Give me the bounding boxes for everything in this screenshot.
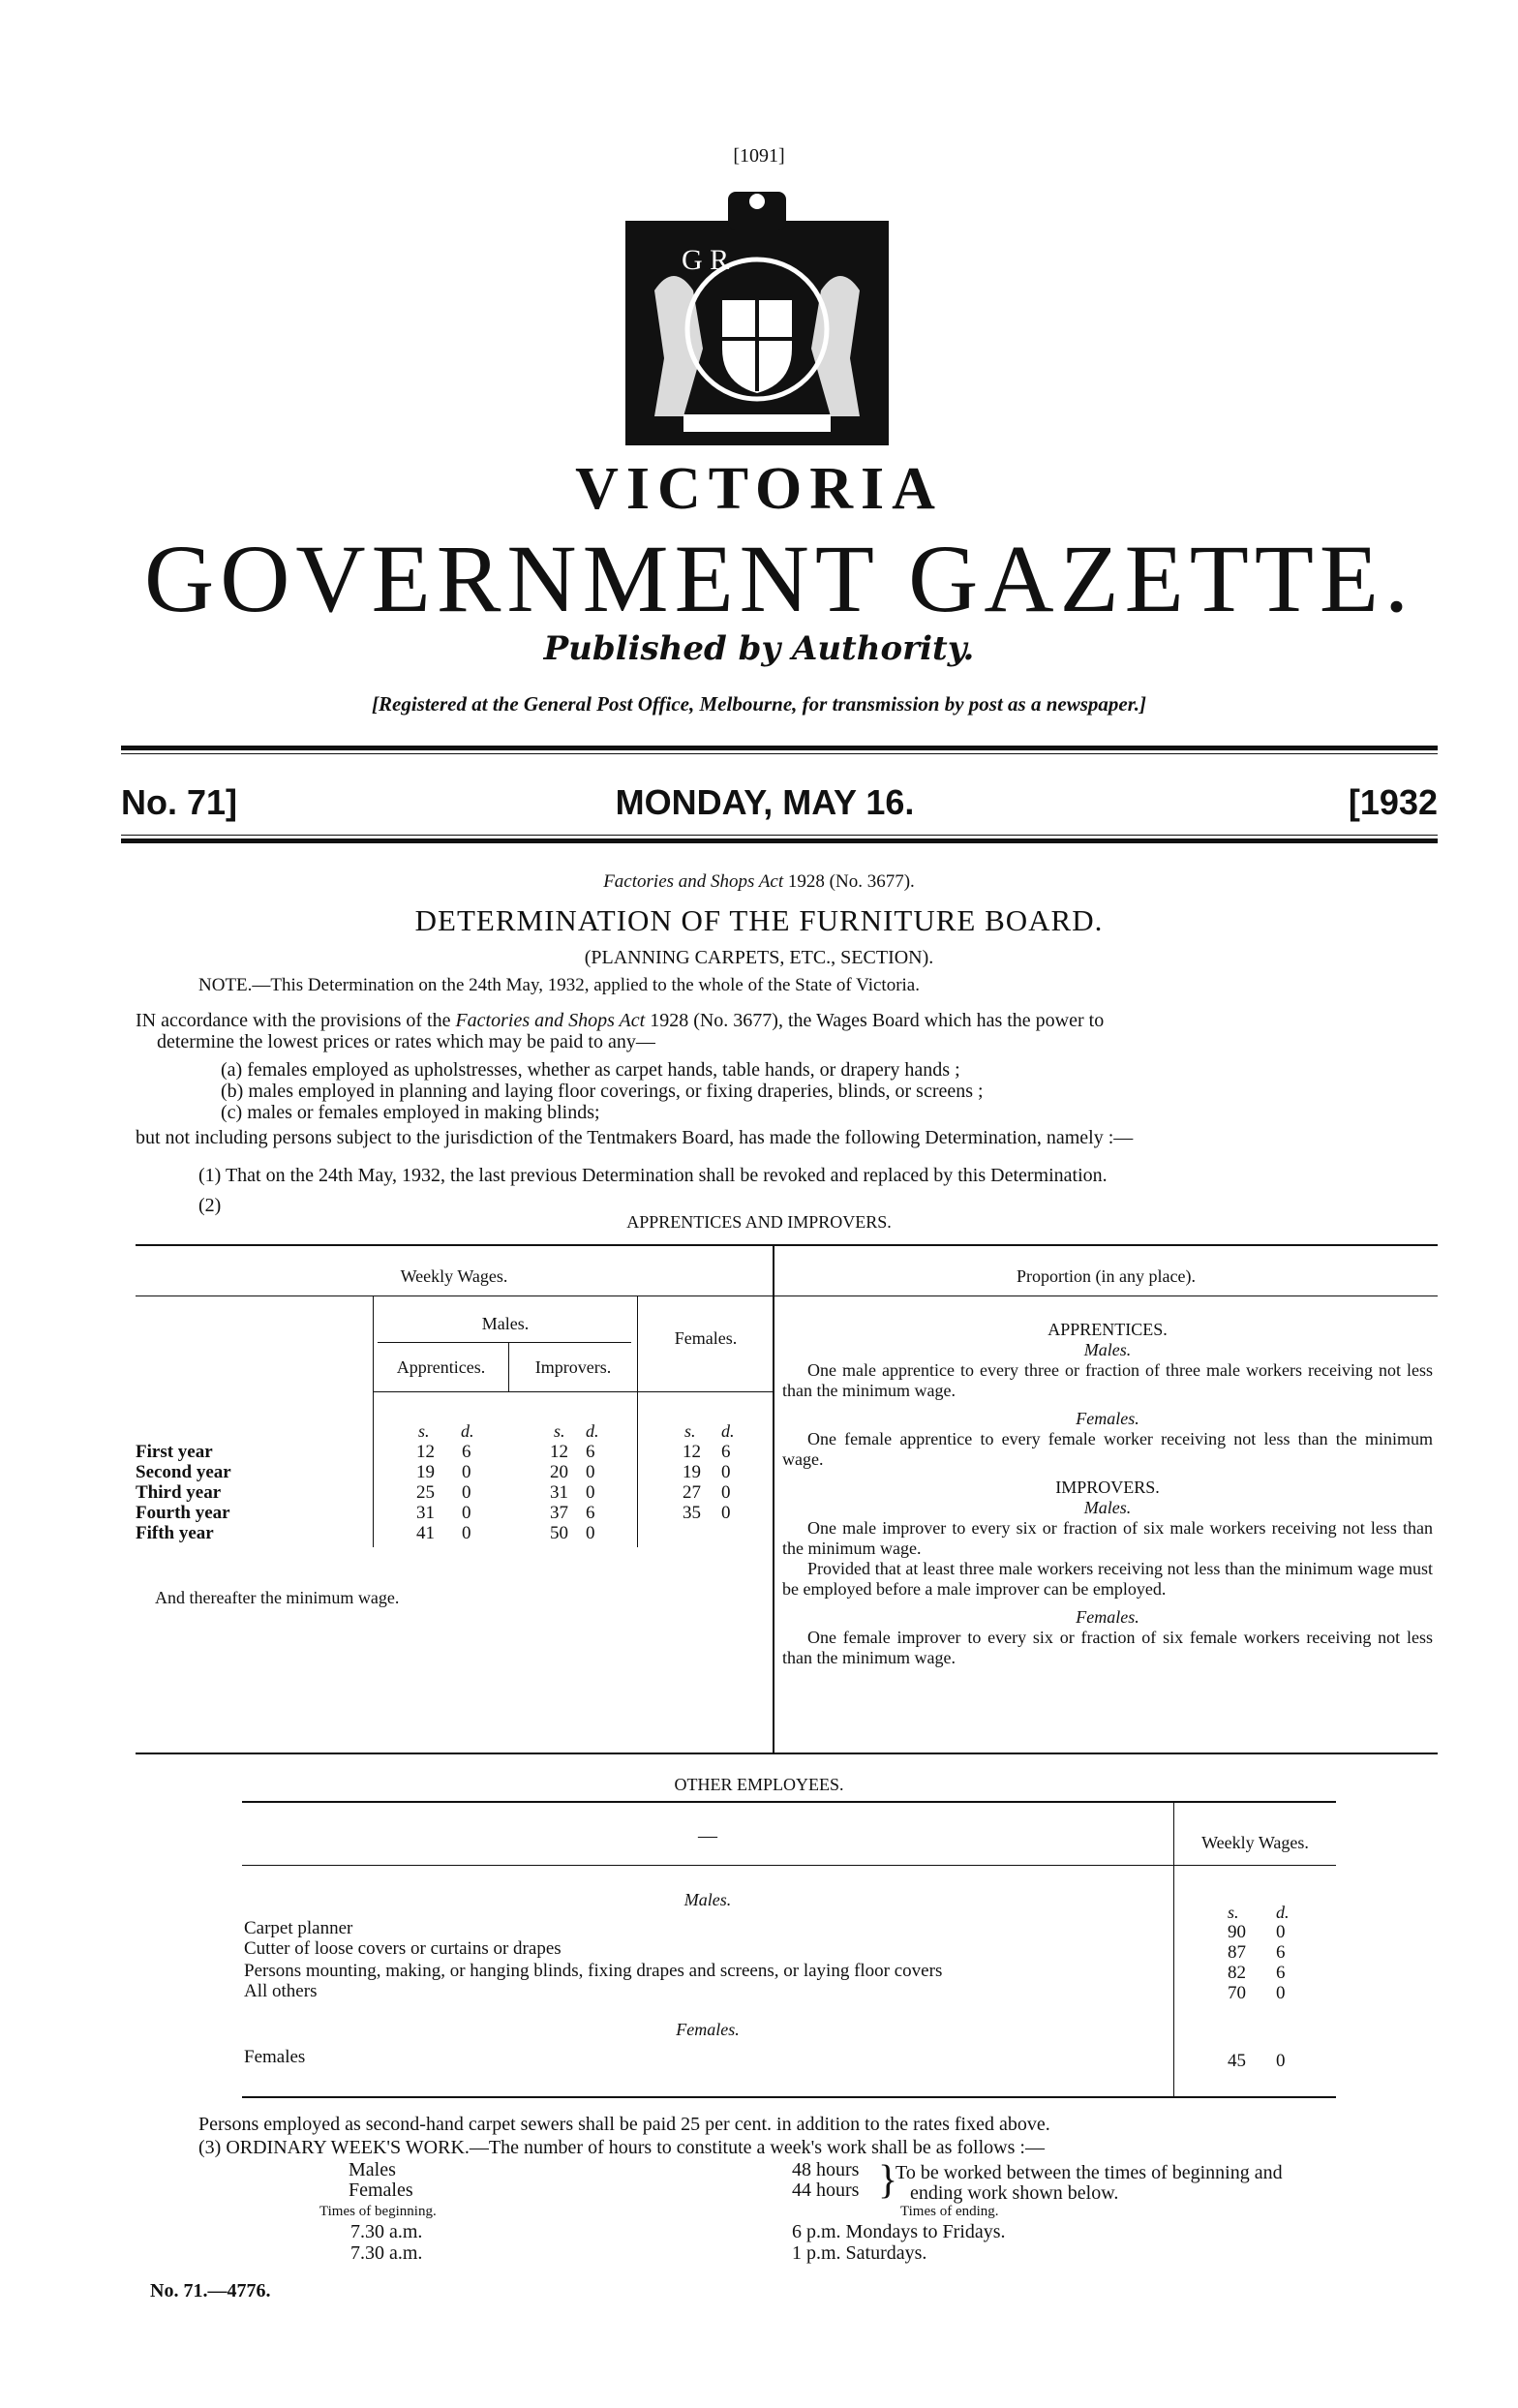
apprentices-table-divider [773, 1244, 774, 1753]
state-title: VICTORIA [575, 456, 943, 522]
females-hours-label: Females [349, 2179, 413, 2201]
hours-note-2: ending work shown below. [910, 2182, 1119, 2204]
other-males-title: Males. [683, 1890, 732, 1909]
times-begin-header: Times of beginning. [319, 2204, 437, 2219]
apprentices-table-rule-bottom [136, 1753, 1438, 1754]
apprentices-females-subtitle: Females. [1076, 1409, 1139, 1428]
other-weekly-wages-header: Weekly Wages. [1201, 1833, 1309, 1852]
other-employees-title: OTHER EMPLOYEES. [674, 1775, 844, 1794]
coat-of-arms-icon [625, 184, 889, 445]
apprentices-females-text: One female apprentice to every female worker receiving not less than the minimum wage. [782, 1429, 1433, 1469]
second-hand-note: Persons employed as second-hand carpet sewers shall be paid 25 per cent. in addition to the rates fixed above. [198, 2114, 1050, 2135]
other-table-rule-bottom [242, 2096, 1336, 2098]
issue-year: [1932 [1348, 782, 1438, 822]
intro-line-2: determine the lowest prices or rates which may be paid to any— [157, 1031, 655, 1052]
improvers-females-text: One female improver to every six or fraction of six female workers receiving not less than the minimum wage. [782, 1628, 1433, 1667]
males-hours: 48 hours [792, 2159, 860, 2180]
apprentices-subtitle: APPRENTICES. [1047, 1320, 1168, 1339]
females-header: Females. [674, 1328, 738, 1348]
improvers-females-subtitle: Females. [1076, 1607, 1139, 1627]
unit-d: d. [1276, 1903, 1290, 1922]
note: NOTE.—This Determination on the 24th May, 1932, applied to the whole of the State of Victoria. [198, 975, 920, 995]
hours-note-1: To be worked between the times of beginning and [896, 2162, 1283, 2183]
unit-s: s. [1228, 1903, 1239, 1922]
apprentices-table-rule-top [136, 1244, 1438, 1246]
weekly-wages-header: Weekly Wages. [400, 1266, 508, 1286]
gazette-title: GOVERNMENT GAZETTE. [144, 525, 1414, 632]
other-females-title: Females. [676, 2020, 740, 2039]
intro-closing: but not including persons subject to the jurisdiction of the Tentmakers Board, has made the following Determination, namely :— [136, 1127, 1134, 1148]
intro-line-1: IN accordance with the provisions of the Factories and Shops Act 1928 (No. 3677), the Wages Board which has the power to [136, 1010, 1105, 1031]
header-rule-top-thin [121, 753, 1438, 754]
unit-s: s. [684, 1421, 696, 1441]
unit-s: s. [554, 1421, 565, 1441]
ordinary-week-heading: (3) ORDINARY WEEK'S WORK.—The number of hours to constitute a week's work shall be as follows :— [198, 2137, 1045, 2158]
unit-d: d. [461, 1421, 474, 1441]
issue-date: MONDAY, MAY 16. [615, 782, 915, 822]
apprentices-header-rule [136, 1295, 1438, 1296]
act-name: Factories and Shops Act [603, 871, 784, 892]
thereafter-note: And thereafter the minimum wage. [155, 1588, 400, 1607]
intro-item-c: (c) males or females employed in making blinds; [221, 1102, 600, 1123]
footer-reference: No. 71.—4776. [150, 2280, 271, 2301]
improvers-males-subtitle: Males. [1083, 1498, 1132, 1517]
determination-subheading: (PLANNING CARPETS, ETC., SECTION). [584, 947, 934, 968]
sub-header-rule [374, 1391, 773, 1392]
page-number: [1091] [733, 145, 785, 167]
improvers-proviso: Provided that at least three male workers receiving not less than the minimum wage must be employed before a male improver can be employed. [782, 1559, 1433, 1599]
para-1: (1) That on the 24th May, 1932, the last previous Determination shall be revoked and replaced by this Determination. [198, 1165, 1108, 1186]
improvers-subtitle: IMPROVERS. [1055, 1478, 1160, 1497]
unit-d: d. [721, 1421, 735, 1441]
apprentices-males-subtitle: Males. [1083, 1340, 1132, 1359]
proportion-column [782, 1320, 1433, 1668]
proportion-header: Proportion (in any place). [1017, 1266, 1196, 1286]
intro-item-a: (a) females employed as upholstresses, whether as carpet hands, table hands, or drapery hands ; [221, 1059, 960, 1081]
times-end-header: Times of ending. [900, 2204, 999, 2219]
brace-icon: } [878, 2158, 898, 2203]
females-hours: 44 hours [792, 2179, 860, 2201]
males-header: Males. [481, 1314, 530, 1333]
act-year: 1928 (No. 3677). [787, 871, 915, 892]
improvers-header: Improvers. [534, 1357, 612, 1377]
para-2: (2) [198, 1195, 222, 1216]
determination-heading: DETERMINATION OF THE FURNITURE BOARD. [414, 903, 1104, 937]
intro-item-b: (b) males employed in planning and laying floor coverings, or fixing draperies, blinds, or screens ; [221, 1081, 984, 1102]
published-by-authority: Published by Authority. [543, 629, 975, 668]
header-rule-top [121, 746, 1438, 750]
unit-s: s. [418, 1421, 430, 1441]
header-rule-bottom [121, 838, 1438, 843]
apprentices-males-text: One male apprentice to every three or fraction of three male workers receiving not less than the minimum wage. [782, 1360, 1433, 1400]
other-table-header-rule [242, 1865, 1336, 1866]
improvers-males-text: One male improver to every six or fraction of six male workers receiving not less than the minimum wage. [782, 1518, 1433, 1558]
header-rule-bottom-thin [121, 835, 1438, 836]
crest-letters: G R [682, 244, 730, 276]
registration-note: [Registered at the General Post Office, Melbourne, for transmission by post as a newspaper.] [372, 692, 1146, 716]
other-table-dash: — [698, 1825, 717, 1846]
issue-number: No. 71] [121, 782, 238, 822]
apprentices-header: Apprentices. [396, 1357, 486, 1377]
apprentices-table-title: APPRENTICES AND IMPROVERS. [626, 1212, 892, 1232]
males-header-rule [378, 1342, 631, 1343]
other-table-rule-top [242, 1801, 1336, 1803]
males-hours-label: Males [349, 2159, 396, 2180]
act-line [0, 871, 1518, 893]
unit-d: d. [586, 1421, 599, 1441]
